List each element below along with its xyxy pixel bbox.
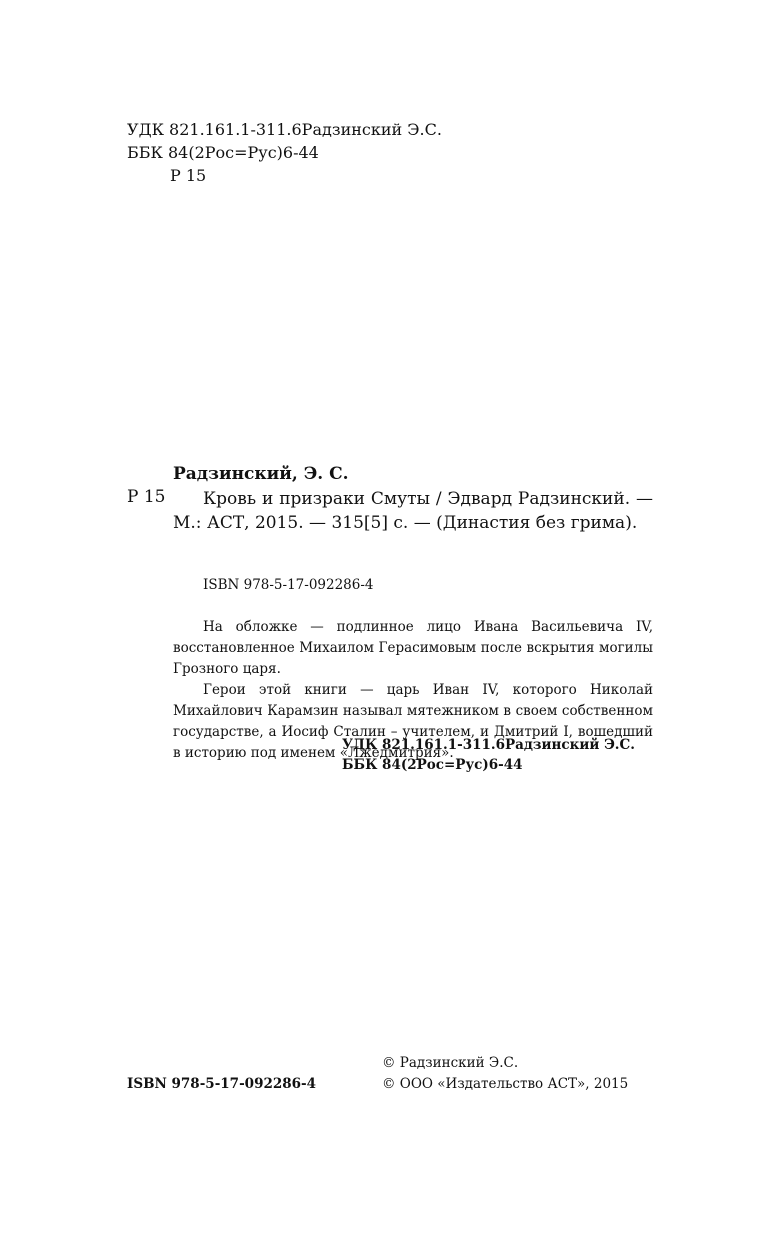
annotation-paragraph-2: Герои этой книги — царь Иван IV, которого Николай Михайлович Карамзин называл мятежником в своем собственном государстве, а Иосиф Сталин – учителем, и Дмитрий I, вошедший в историю под именем «Лжедмитрия».	[173, 682, 653, 761]
annotation-paragraph-1: На обложке — подлинное лицо Ивана Васильевича IV, восстановленное Михаилом Герасимовым после вскрытия могилы Грозного царя.	[173, 619, 653, 677]
footer-isbn: ISBN 978-5-17-092286-4	[127, 1076, 317, 1092]
record-udk: УДК 821.161.1-311.6Радзинский Э.С.	[342, 737, 635, 753]
copyright-publisher: © ООО «Издательство АСТ», 2015	[382, 1076, 629, 1092]
record-bbk: ББК 84(2Рос=Рус)6-44	[342, 757, 523, 773]
record-title: Кровь и призраки Смуты / Эдвард Радзинский. — М.: АСТ, 2015. — 315[5] с. — (Династия без грима).	[173, 489, 653, 533]
copyright-author: © Радзинский Э.С.	[382, 1055, 519, 1071]
bbk-header: ББК 84(2Рос=Рус)6-44	[127, 143, 319, 162]
record-author: Радзинский, Э. С.	[173, 464, 349, 484]
author-code-header: Р 15	[170, 166, 207, 185]
udk-header: УДК 821.161.1-311.6Радзинский Э.С.	[127, 120, 442, 139]
record-isbn: ISBN 978-5-17-092286-4	[203, 577, 374, 593]
record-author-code: Р 15	[127, 487, 166, 507]
